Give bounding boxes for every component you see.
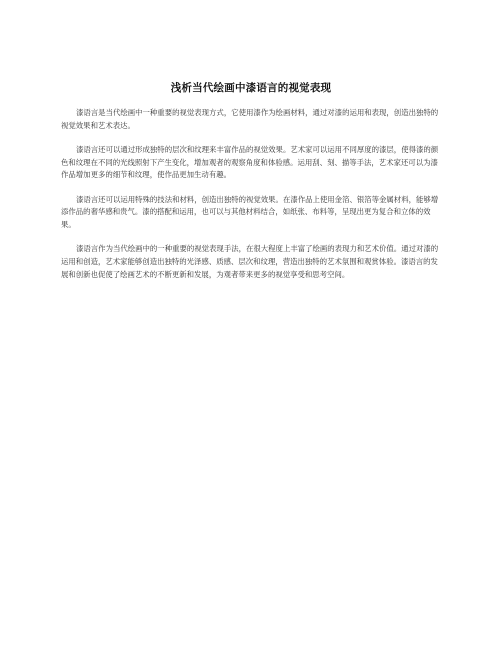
paragraph-1: 漆语言是当代绘画中一种重要的视觉表现方式，它使用漆作为绘画材料，通过对漆的运用和表现，创造出独特的视觉效果和艺术表达。 — [61, 108, 439, 130]
paragraph-2: 漆语言还可以通过形成独特的层次和纹理来丰富作品的视觉效果。艺术家可以运用不同厚度的漆层，使得漆的颜色和纹理在不同的光线照射下产生变化，增加观者的观察角度和体验感。运用刮、刻、描等手法，艺术家还可以为漆作品增加更多的细节和纹理，使作品更加生动有趣。 — [61, 144, 439, 180]
document-body — [61, 107, 439, 293]
document-title: 浅析当代绘画中漆语言的视觉表现 — [170, 82, 332, 94]
paragraph-3: 漆语言还可以运用特殊的技法和材料，创造出独特的视觉效果。在漆作品上使用金箔、银箔等金属材料，能够增添作品的奢华感和贵气。漆的搭配和运用，也可以与其他材料结合，如纸张、布料等，呈现出更为复合和立体的效果。 — [61, 194, 439, 229]
paragraph-4: 漆语言作为当代绘画中的一种重要的视觉表现手法，在很大程度上丰富了绘画的表现力和艺术价值。通过对漆的运用和创造，艺术家能够创造出独特的光泽感、质感、层次和纹理，营造出独特的艺术氛围和观赏体验。漆语言的发展和创新也促使了绘画艺术的不断更新和发展，为观者带来更多的视觉享受和思考空间。 — [61, 244, 439, 279]
